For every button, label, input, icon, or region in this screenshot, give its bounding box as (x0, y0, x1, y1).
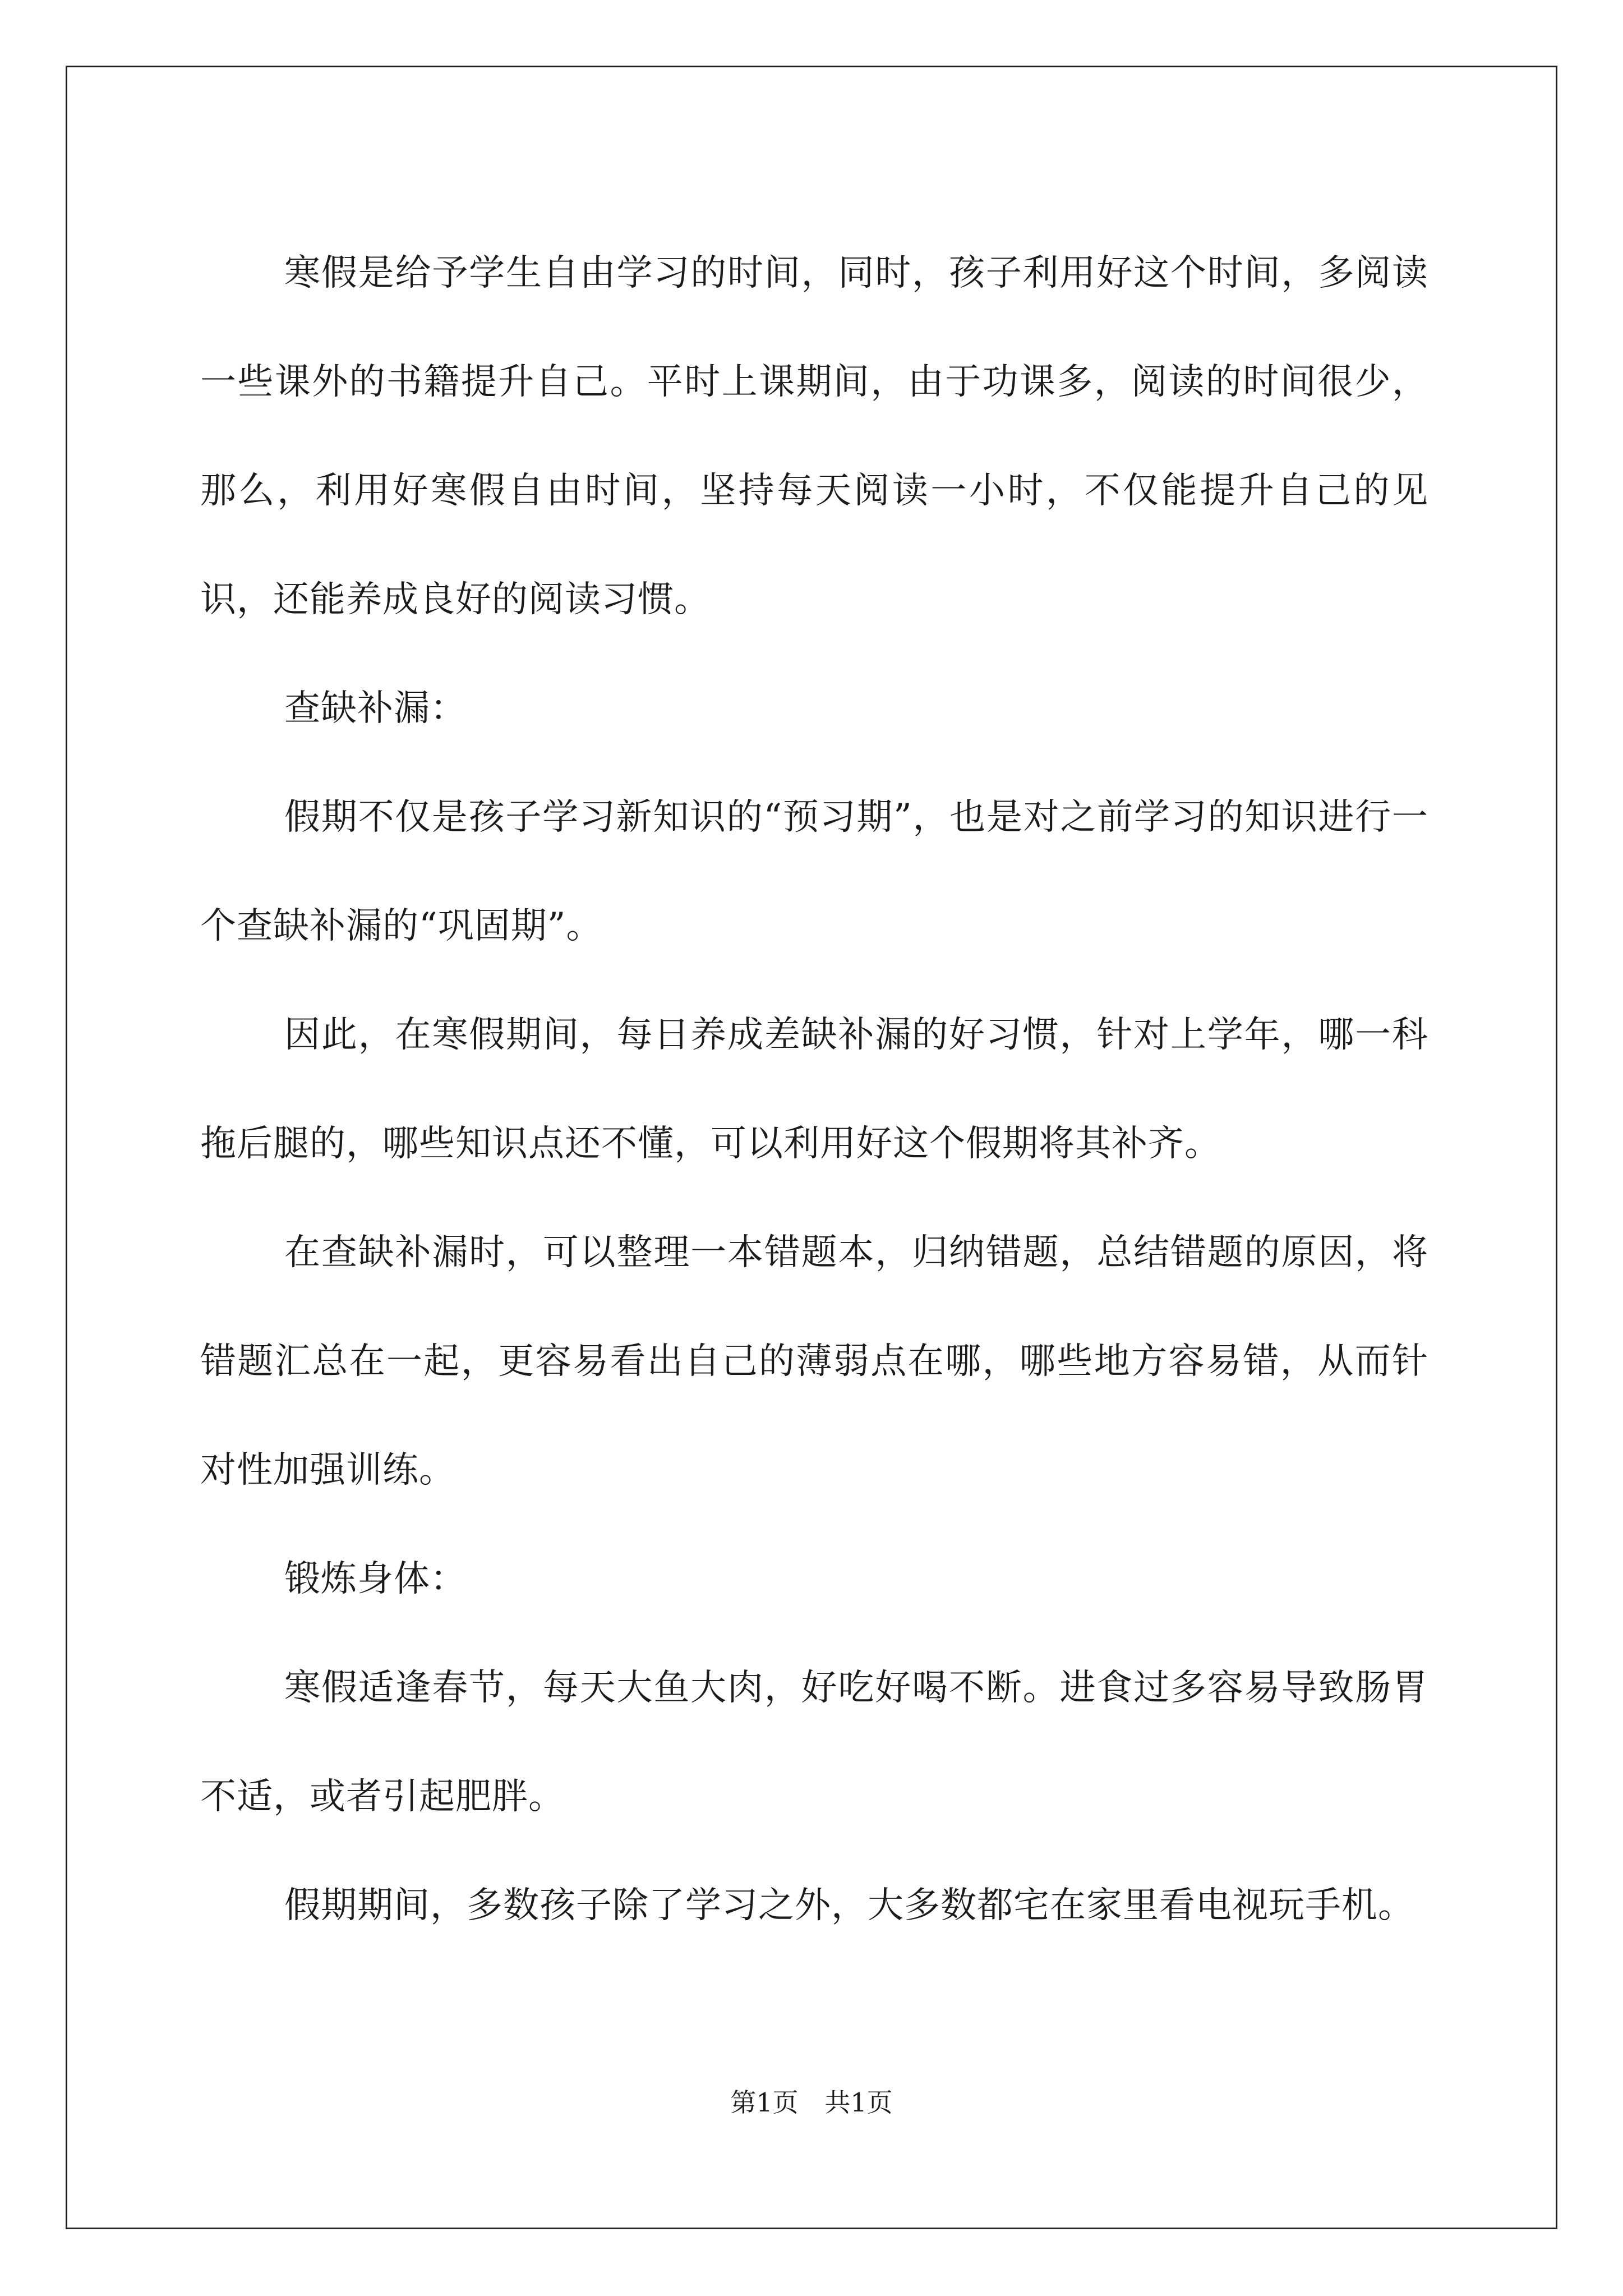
paragraph-consolidation: 假期不仅是孩子学习新知识的“预习期”，也是对之前学习的知识进行一个查缺补漏的“巩固期”。 (200, 797, 1428, 947)
paragraph-error-notebook: 在查缺补漏时，可以整理一本错题本，归纳错题，总结错题的原因，将错题汇总在一起，更容易看出自己的薄弱点在哪，哪些地方容易错，从而针对性加强训练。 (200, 1232, 1428, 1491)
document-body (200, 219, 1428, 1960)
paragraph-stay-home: 假期期间，多数孩子除了学习之外，大多数都宅在家里看电视玩手机。 (284, 1885, 1414, 1926)
heading-exercise: 锻炼身体： (284, 1558, 467, 1600)
paragraph-reading: 寒假是给予学生自由学习的时间，同时，孩子利用好这个时间，多阅读一些课外的书籍提升自己。平时上课期间，由于功课多，阅读的时间很少，那么，利用好寒假自由时间，坚持每天阅读一小时，不仅能提升自己的见识，还能养成良好的阅读习惯。 (200, 252, 1428, 620)
heading-check-gaps: 查缺补漏： (284, 688, 467, 729)
page-total: 共1页 (824, 2087, 893, 2118)
paragraph-spring-festival: 寒假适逢春节，每天大鱼大肉，好吃好喝不断。进食过多容易导致肠胃不适，或者引起肥胖。 (200, 1667, 1428, 1818)
page-footer (0, 2086, 1623, 2119)
paragraph-habit: 因此，在寒假期间，每日养成差缺补漏的好习惯，针对上学年，哪一科拖后腿的，哪些知识点还不懂，可以利用好这个假期将其补齐。 (200, 1014, 1428, 1165)
page-number: 第1页 (730, 2087, 799, 2118)
